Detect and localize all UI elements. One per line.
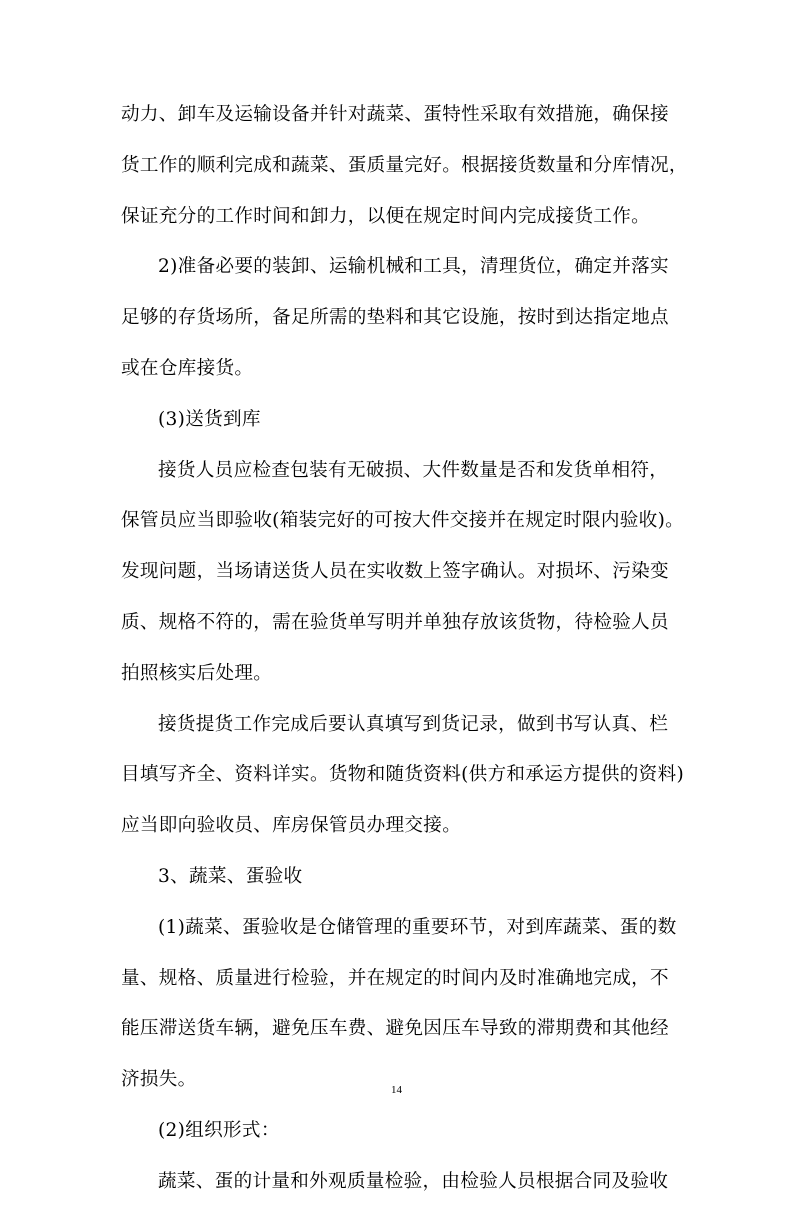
body-text [121,90,688,1208]
text-line: 接货人员应检查包装有无破损、大件数量是否和发货单相符， [158,459,669,481]
text-line: 保管员应当即验收(箱装完好的可按大件交接并在规定时限内验收)。 [121,510,685,532]
text-line: 接货提货工作完成后要认真填写到货记录，做到书写认真、栏 [158,713,669,735]
text-line: (1)蔬菜、蛋验收是仓储管理的重要环节，对到库蔬菜、蛋的数 [158,916,677,938]
text-line: 或在仓库接货。 [121,357,254,379]
text-line: 质、规格不符的，需在验货单写明并单独存放该货物，待检验人员 [121,611,669,633]
section-heading: (3)送货到库 [158,408,261,430]
text-line: 能压滞送货车辆，避免压车费、避免因压车导致的滞期费和其他经 [121,1018,669,1040]
text-line: 动力、卸车及运输设备并针对蔬菜、蛋特性采取有效措施，确保接 [121,104,669,125]
text-line: 济损失。 [121,1069,197,1091]
text-line: 蔬菜、蛋的计量和外观质量检验，由检验人员根据合同及验收 [158,1170,669,1192]
text-line: 发现问题，当场请送货人员在实收数上签字确认。对损坏、污染变 [121,561,669,583]
text-line: 足够的存货场所，备足所需的垫料和其它设施，按时到达指定地点 [121,307,669,329]
text-line: 应当即向验收员、库房保管员办理交接。 [121,815,462,837]
section-heading: (2)组织形式： [158,1119,280,1141]
section-heading: 3、蔬菜、蛋验收 [158,865,303,887]
text-line: 2)准备必要的装卸、运输机械和工具，清理货位，确定并落实 [158,256,669,278]
page-number: 14 [391,1084,402,1096]
text-line: 拍照核实后处理。 [121,662,273,684]
text-line: 量、规格、质量进行检验，并在规定的时间内及时准确地完成，不 [121,967,669,989]
text-line: 保证充分的工作时间和卸力，以便在规定时间内完成接货工作。 [121,205,651,227]
text-line: 货工作的顺利完成和蔬菜、蛋质量完好。根据接货数量和分库情况， [121,154,688,176]
text-line: 目填写齐全、资料详实。货物和随货资料(供方和承运方提供的资料) [121,764,685,786]
